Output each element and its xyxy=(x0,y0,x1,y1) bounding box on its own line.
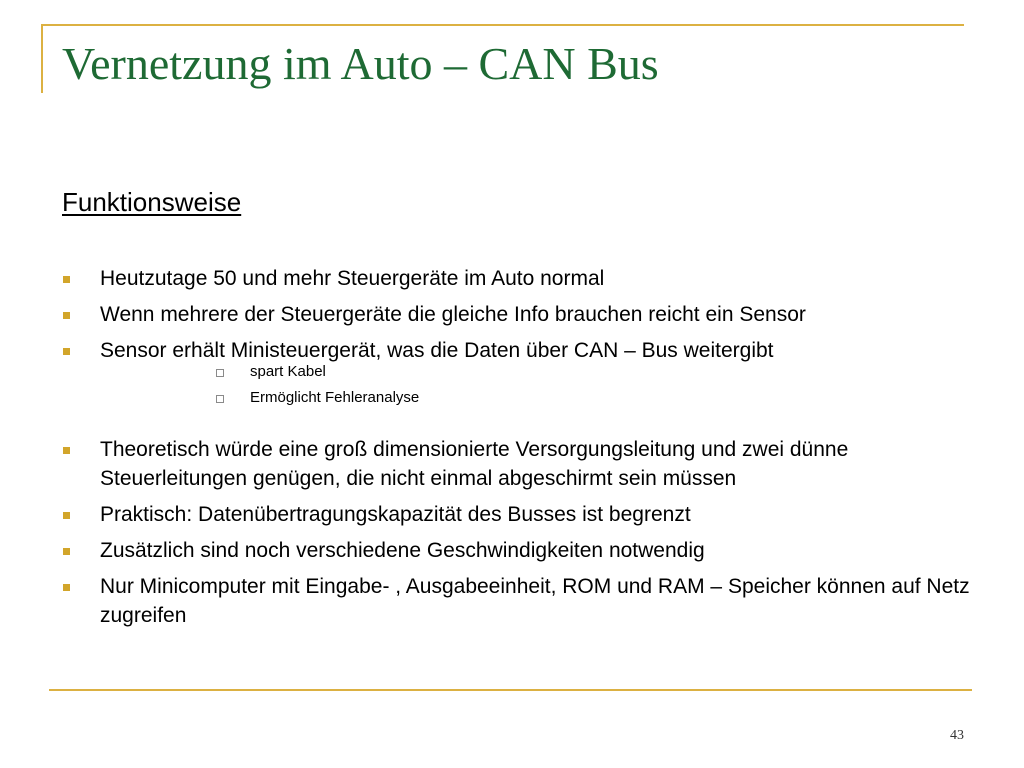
square-bullet-icon xyxy=(63,548,70,555)
sub-bullet-item xyxy=(100,388,982,408)
list-spacer xyxy=(62,415,982,435)
square-bullet-icon xyxy=(63,348,70,355)
top-accent-line xyxy=(41,24,964,26)
bullet-text: Wenn mehrere der Steuergeräte die gleiche Info brauchen reicht ein Sensor xyxy=(100,303,806,326)
bullet-item xyxy=(62,536,982,565)
square-bullet-icon xyxy=(63,276,70,283)
sub-bullet-text: spart Kabel xyxy=(250,363,326,380)
sub-bullet-list xyxy=(100,362,982,408)
bullet-item xyxy=(62,572,982,630)
bullet-item xyxy=(62,500,982,529)
section-heading: Funktionsweise xyxy=(62,187,242,217)
bullet-text: Nur Minicomputer mit Eingabe- , Ausgabeeinheit, ROM und RAM – Speicher können auf Netz zugreifen xyxy=(100,575,970,627)
bullet-item xyxy=(62,435,982,493)
bullet-item xyxy=(62,264,982,293)
page-number: 43 xyxy=(950,728,964,743)
bullet-item xyxy=(62,300,982,329)
bullet-list xyxy=(62,264,982,637)
bullet-text: Praktisch: Datenübertragungskapazität des Busses ist begrenzt xyxy=(100,503,691,526)
slide-title: Vernetzung im Auto – CAN Bus xyxy=(62,38,659,89)
left-accent-line xyxy=(41,24,43,93)
hollow-square-bullet-icon xyxy=(216,369,224,377)
bullet-item xyxy=(62,336,982,408)
bullet-text: Sensor erhält Ministeuergerät, was die Daten über CAN – Bus weitergibt xyxy=(100,339,774,362)
square-bullet-icon xyxy=(63,447,70,454)
square-bullet-icon xyxy=(63,584,70,591)
bottom-accent-line xyxy=(49,689,972,691)
bullet-text: Zusätzlich sind noch verschiedene Geschwindigkeiten notwendig xyxy=(100,539,705,562)
square-bullet-icon xyxy=(63,512,70,519)
square-bullet-icon xyxy=(63,312,70,319)
hollow-square-bullet-icon xyxy=(216,395,224,403)
bullet-text: Theoretisch würde eine groß dimensionierte Versorgungsleitung und zwei dünne Steuerleitungen genügen, die nicht einmal abgeschirmt sein müssen xyxy=(100,438,849,490)
sub-bullet-text: Ermöglicht Fehleranalyse xyxy=(250,389,420,406)
bullet-text: Heutzutage 50 und mehr Steuergeräte im Auto normal xyxy=(100,267,605,290)
sub-bullet-item xyxy=(100,362,982,382)
